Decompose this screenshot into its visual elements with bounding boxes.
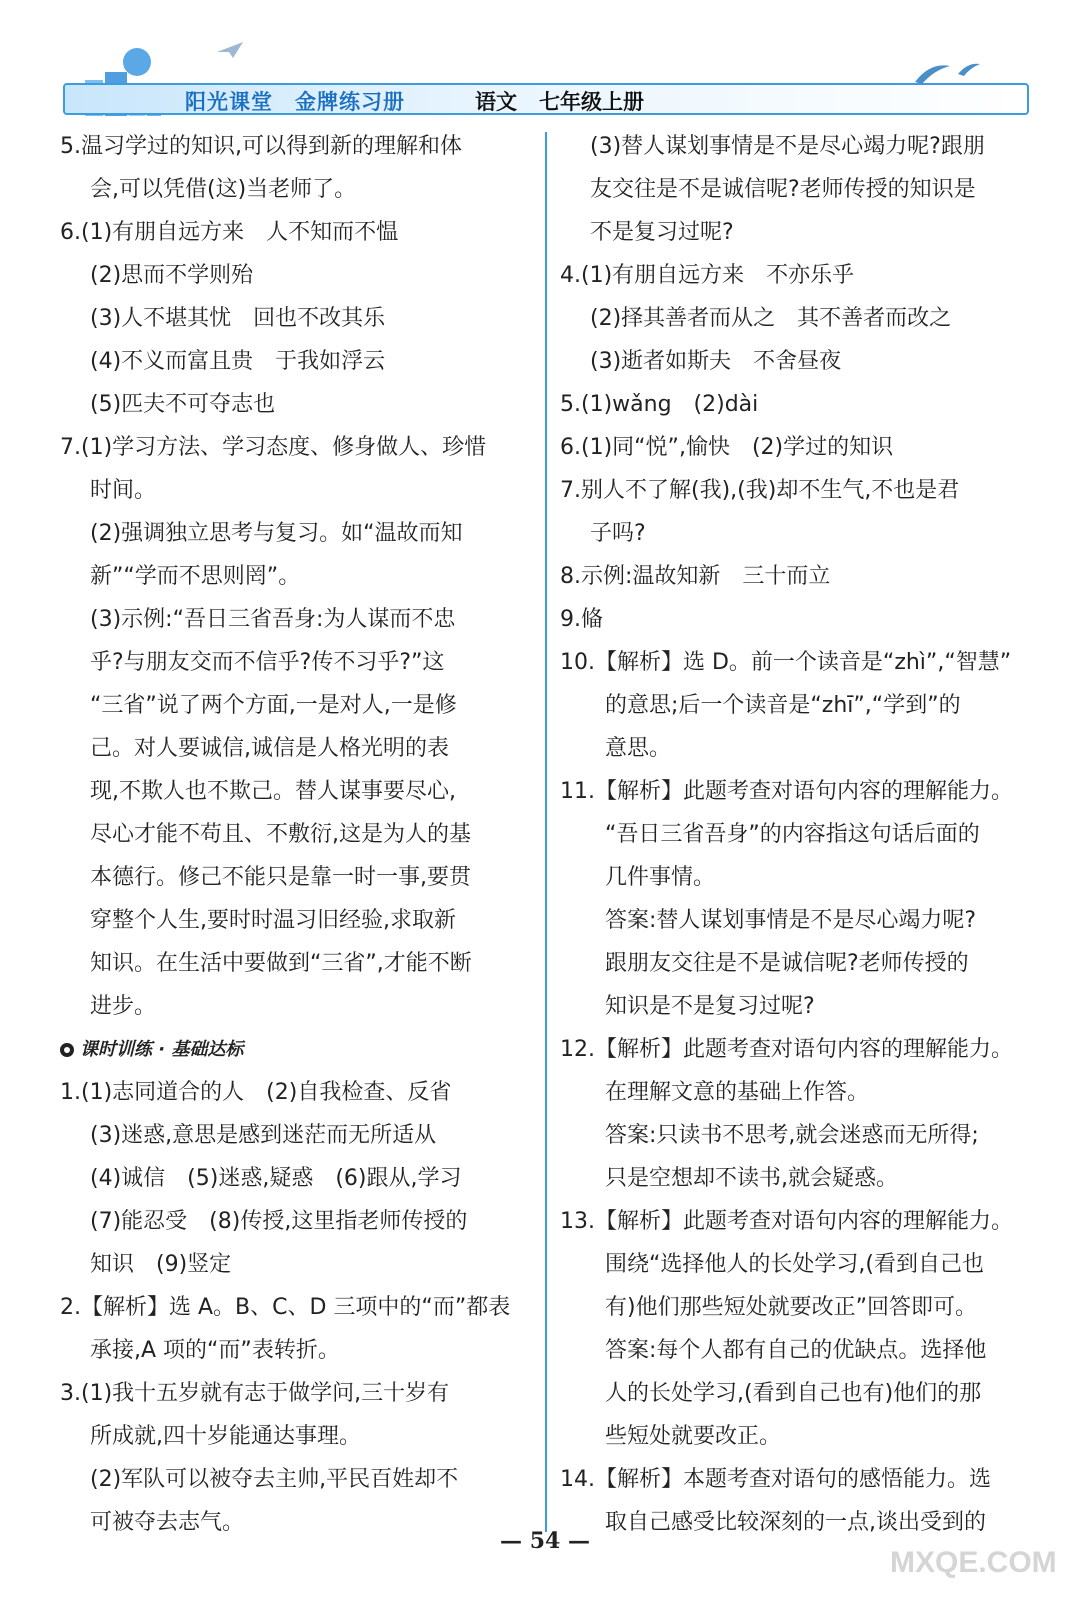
birds-icon bbox=[910, 52, 990, 92]
text-line: (7)能忍受 (8)传授,这里指老师传授的 bbox=[90, 1209, 468, 1234]
section-heading bbox=[60, 1028, 540, 1071]
text-line: 尽心才能不苟且、不敷衍,这是为人的基 bbox=[90, 822, 471, 847]
text-line: 7.别人不了解(我),(我)却不生气,不也是君 bbox=[560, 478, 960, 503]
text-line: (3)替人谋划事情是不是尽心竭力呢?跟朋 bbox=[590, 134, 985, 159]
text-line: 跟朋友交往是不是诚信呢?老师传授的 bbox=[605, 951, 969, 976]
paper-plane-icon bbox=[215, 40, 245, 60]
text-line: 5.温习学过的知识,可以得到新的理解和体 bbox=[60, 134, 462, 159]
text-line: 答案:每个人都有自己的优缺点。选择他 bbox=[605, 1338, 987, 1363]
text-line: 只是空想却不读书,就会疑惑。 bbox=[605, 1166, 898, 1191]
text-line: 知识是不是复习过呢? bbox=[605, 994, 815, 1019]
text-line: 2.【解析】选 A。B、C、D 三项中的“而”都表 bbox=[60, 1295, 511, 1320]
text-line: (3)示例:“吾日三省吾身:为人谋而不忠 bbox=[90, 607, 456, 632]
text-line: 可被夺去志气。 bbox=[90, 1510, 245, 1535]
text-line: 9.偹 bbox=[560, 607, 603, 632]
text-line: 知识。在生活中要做到“三省”,才能不断 bbox=[90, 951, 472, 976]
series-name-a: 阳光课堂 bbox=[185, 90, 273, 114]
text-line: 所成就,四十岁能通达事理。 bbox=[90, 1424, 361, 1449]
text-line: 时间。 bbox=[90, 478, 157, 503]
text-line: 友交往是不是诚信呢?老师传授的知识是 bbox=[590, 177, 976, 202]
text-line: 答案:只读书不思考,就会迷惑而无所得; bbox=[605, 1123, 979, 1148]
grade: 七年级上册 bbox=[539, 90, 644, 114]
text-line: 己。对人要诚信,诚信是人格光明的表 bbox=[90, 736, 449, 761]
watermark-text: MXQE.COM bbox=[890, 1546, 1057, 1579]
text-line: 13.【解析】此题考查对语句内容的理解能力。 bbox=[560, 1209, 1013, 1234]
text-line: (3)迷惑,意思是感到迷茫而无所适从 bbox=[90, 1123, 437, 1148]
text-line: 的意思;后一个读音是“zhī”,“学到”的 bbox=[605, 693, 961, 718]
text-line: 答案:替人谋划事情是不是尽心竭力呢? bbox=[605, 908, 977, 933]
text-line: “三省”说了两个方面,一是对人,一是修 bbox=[90, 693, 457, 718]
text-line: (2)思而不学则殆 bbox=[90, 263, 254, 288]
text-line: (3)逝者如斯夫 不舍昼夜 bbox=[590, 349, 842, 374]
text-line: “吾日三省吾身”的内容指这句话后面的 bbox=[605, 822, 980, 847]
text-line: 几件事情。 bbox=[605, 865, 716, 890]
text-line: 取自己感受比较深刻的一点,谈出受到的 bbox=[605, 1510, 986, 1535]
text-line: (5)匹夫不可夺志也 bbox=[90, 392, 276, 417]
text-line: 本德行。修己不能只是靠一时一事,要贯 bbox=[90, 865, 471, 890]
text-line: 11.【解析】此题考查对语句内容的理解能力。 bbox=[560, 779, 1013, 804]
text-line: 新”“学而不思则罔”。 bbox=[90, 564, 301, 589]
section-bullet-icon bbox=[60, 1043, 74, 1057]
header-band bbox=[63, 83, 1029, 115]
text-line: (4)不义而富且贵 于我如浮云 bbox=[90, 349, 386, 374]
series-title bbox=[185, 86, 427, 116]
text-line: 3.(1)我十五岁就有志于做学问,三十岁有 bbox=[60, 1381, 450, 1406]
text-line: 12.【解析】此题考查对语句内容的理解能力。 bbox=[560, 1037, 1013, 1062]
text-line: 会,可以凭借(这)当老师了。 bbox=[90, 177, 357, 202]
subject-label bbox=[475, 86, 666, 116]
page-number: — 54 — bbox=[500, 1528, 590, 1554]
text-line: 围绕“选择他人的长处学习,(看到自己也 bbox=[605, 1252, 984, 1277]
text-line: 穿整个人生,要时时温习旧经验,求取新 bbox=[90, 908, 456, 933]
text-line: 在理解文意的基础上作答。 bbox=[605, 1080, 870, 1105]
text-line: 子吗? bbox=[590, 521, 646, 546]
right-column bbox=[560, 125, 1040, 1544]
text-line: 承接,A 项的“而”表转折。 bbox=[90, 1338, 340, 1363]
watermark-logo bbox=[880, 1472, 1080, 1592]
text-line: (3)人不堪其忧 回也不改其乐 bbox=[90, 306, 386, 331]
text-line: 6.(1)有朋自远方来 人不知而不愠 bbox=[60, 220, 399, 245]
text-line: 乎?与朋友交而不信乎?传不习乎?”这 bbox=[90, 650, 445, 675]
text-line: 知识 (9)竖定 bbox=[90, 1252, 232, 1277]
text-line: 14.【解析】本题考查对语句的感悟能力。选 bbox=[560, 1467, 991, 1492]
text-line: (2)强调独立思考与复习。如“温故而知 bbox=[90, 521, 463, 546]
text-line: 有)他们那些短处就要改正”回答即可。 bbox=[605, 1295, 977, 1320]
left-column bbox=[60, 125, 540, 1544]
column-divider bbox=[545, 132, 547, 1532]
text-line: (4)诚信 (5)迷惑,疑惑 (6)跟从,学习 bbox=[90, 1166, 462, 1191]
text-line: 6.(1)同“悦”,愉快 (2)学过的知识 bbox=[560, 435, 894, 460]
text-line: 1.(1)志同道合的人 (2)自我检查、反省 bbox=[60, 1080, 452, 1105]
series-name-b: 金牌练习册 bbox=[295, 90, 405, 114]
text-line: 意思。 bbox=[605, 736, 672, 761]
text-line: 些短处就要改正。 bbox=[605, 1424, 782, 1449]
text-line: (2)择其善者而从之 其不善者而改之 bbox=[590, 306, 952, 331]
text-line: 5.(1)wǎng (2)dài bbox=[560, 392, 759, 417]
text-line: (2)军队可以被夺去主帅,平民百姓却不 bbox=[90, 1467, 459, 1492]
text-line: 进步。 bbox=[90, 994, 157, 1019]
text-line: 8.示例:温故知新 三十而立 bbox=[560, 564, 831, 589]
text-line: 7.(1)学习方法、学习态度、修身做人、珍惜 bbox=[60, 435, 487, 460]
text-line: 人的长处学习,(看到自己也有)他们的那 bbox=[605, 1381, 982, 1406]
text-line: 10.【解析】选 D。前一个读音是“zhì”,“智慧” bbox=[560, 650, 1012, 675]
section-heading-text: 课时训练 · 基础达标 bbox=[80, 1039, 244, 1060]
text-line: 4.(1)有朋自远方来 不亦乐乎 bbox=[560, 263, 855, 288]
text-line: 不是复习过呢? bbox=[590, 220, 734, 245]
subject: 语文 bbox=[475, 90, 517, 114]
text-line: 现,不欺人也不欺己。替人谋事要尽心, bbox=[90, 779, 456, 804]
